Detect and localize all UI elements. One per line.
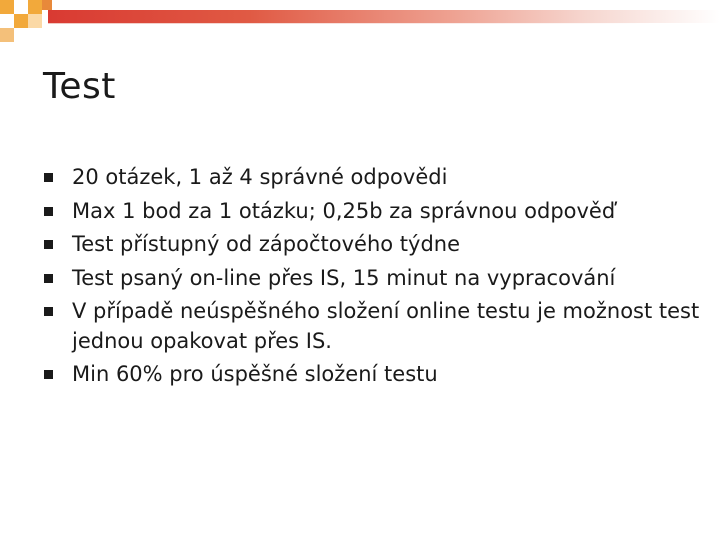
list-item-text: Test psaný on-line přes IS, 15 minut na vypracování: [72, 265, 616, 290]
list-item-text: Test přístupný od zápočtového týdne: [72, 232, 461, 256]
deco-square: [14, 14, 28, 28]
list-item: [44, 230, 704, 260]
deco-square: [42, 0, 52, 10]
square-bullet-icon: [44, 370, 53, 379]
square-bullet-icon: [44, 207, 53, 216]
deco-square: [28, 14, 42, 28]
square-bullet-icon: [44, 240, 53, 249]
list-item: [44, 197, 704, 227]
list-item: [44, 264, 704, 294]
list-item-text: 20 otázek, 1 až 4 správné odpovědi: [72, 165, 448, 189]
deco-square: [28, 0, 42, 14]
bullet-list: [44, 163, 704, 394]
list-item: [44, 360, 704, 390]
deco-square: [0, 28, 14, 42]
square-bullet-icon: [44, 274, 53, 283]
header-divider: [48, 23, 720, 24]
square-bullet-icon: [44, 173, 53, 182]
deco-square: [14, 0, 28, 14]
list-item-text: V případě neúspěšného složení online testu je možnost test jednou opakovat přes IS.: [72, 299, 700, 353]
list-item: [44, 297, 704, 356]
list-item-text: Min 60% pro úspěšné složení testu: [72, 362, 438, 386]
square-bullet-icon: [44, 307, 53, 316]
slide-title: Test: [43, 66, 116, 107]
header-gradient-band: [48, 10, 720, 23]
deco-square: [0, 0, 14, 14]
decorative-squares: [0, 0, 60, 48]
list-item: [44, 163, 704, 193]
list-item-text: Max 1 bod za 1 otázku; 0,25b za správnou odpověď: [72, 198, 616, 223]
